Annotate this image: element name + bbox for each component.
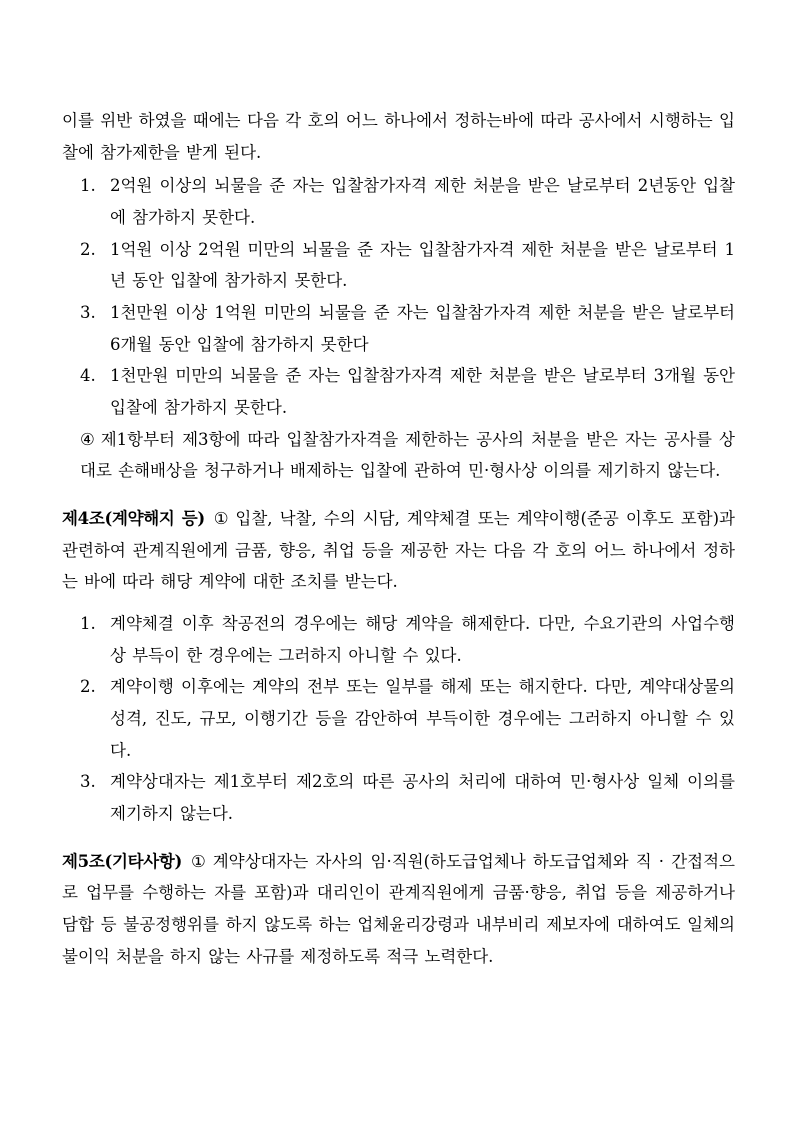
list-item [62, 170, 735, 233]
clause-4-marker: ④ [80, 429, 96, 449]
list-item [62, 234, 735, 297]
list-item [62, 671, 735, 766]
list-item-text: 계약이행 이후에는 계약의 전부 또는 일부를 해제 또는 해지한다. 다만, 계약대상물의 성격, 진도, 규모, 이행기간 등을 감안하여 부득이한 경우에는 그러하지 아니할 수 있다. [110, 677, 735, 760]
article-5 [62, 846, 735, 973]
list-item-text: 2억원 이상의 뇌물을 준 자는 입찰참가자격 제한 처분을 받은 날로부터 2년동안 입찰에 참가하지 못한다. [110, 176, 735, 228]
list-item-text: 1천만원 미만의 뇌물을 준 자는 입찰참가자격 제한 처분을 받은 날로부터 3개월 동안 입찰에 참가하지 못한다. [110, 366, 735, 418]
list-item-text: 계약상대자는 제1호부터 제2호의 따른 공사의 처리에 대하여 민·형사상 일체 이의를 제기하지 않는다. [110, 772, 735, 824]
article-4-text: 입찰, 낙찰, 수의 시담, 계약체결 또는 계약이행(준공 이후도 포함)과 관련하여 관계직원에게 금품, 향응, 취업 등을 제공한 자는 다음 각 호의 어느 하나에서 정하는 바에 따라 해당 계약에 대한 조치를 받는다. [62, 509, 735, 592]
article-5-title: 제5조(기타사항) [62, 851, 183, 871]
article-5-number: ① [190, 851, 207, 871]
list-item-text: 1억원 이상 2억원 미만의 뇌물을 준 자는 입찰참가자격 제한 처분을 받은 날로부터 1년 동안 입찰에 참가하지 못한다. [110, 239, 735, 291]
list-item [62, 608, 735, 671]
document-body [62, 105, 735, 972]
spacer [62, 598, 735, 608]
list-item-marker: 4. [80, 366, 96, 386]
list-item-marker: 2. [80, 677, 96, 697]
list-item [62, 360, 735, 423]
list-item-marker: 1. [80, 176, 96, 196]
article-4-number: ① [212, 509, 230, 529]
list-item-text: 계약체결 이후 착공전의 경우에는 해당 계약을 해제한다. 다만, 수요기관의 사업수행 상 부득이 한 경우에는 그러하지 아니할 수 있다. [110, 614, 735, 665]
article-4-title: 제4조(계약해지 등) [62, 509, 205, 529]
list-item-marker: 3. [80, 303, 96, 323]
list-item [62, 297, 735, 360]
list-item-marker: 2. [80, 239, 96, 259]
clause-4-paragraph [62, 424, 735, 487]
article-4 [62, 503, 735, 598]
article-4-numbered-list [62, 608, 735, 830]
list-item-marker: 1. [80, 614, 96, 634]
lead-numbered-list [62, 170, 735, 423]
list-item [62, 766, 735, 829]
list-item-marker: 3. [80, 772, 96, 792]
list-item-text: 1천만원 이상 1억원 미만의 뇌물을 준 자는 입찰참가자격 제한 처분을 받은 날로부터 6개월 동안 입찰에 참가하지 못한다 [110, 303, 735, 354]
lead-paragraph: 이를 위반 하였을 때에는 다음 각 호의 어느 하나에서 정하는바에 따라 공사에서 시행하는 입찰에 참가제한을 받게 된다. [62, 111, 735, 162]
article-5-text: 계약상대자는 자사의 임·직원(하도급업체나 하도급업체와 직 · 간접적으로 업무를 수행하는 자를 포함)과 대리인이 관계직원에게 금품·향응, 취업 등을 제공하거나 담합 등 불공정행위를 하지 않도록 하는 업체윤리강령과 내부비리 제보자에 대하여도 일체의 불이익 처분을 하지 않는 사규를 제정하도록 적극 노력한다. [62, 851, 735, 966]
clause-4-text: 제1항부터 제3항에 따라 입찰참가자격을 제한하는 공사의 처분을 받은 자는 공사를 상대로 손해배상을 청구하거나 배제하는 입찰에 관하여 민·형사상 이의를 제기하지 않는다. [80, 429, 735, 481]
